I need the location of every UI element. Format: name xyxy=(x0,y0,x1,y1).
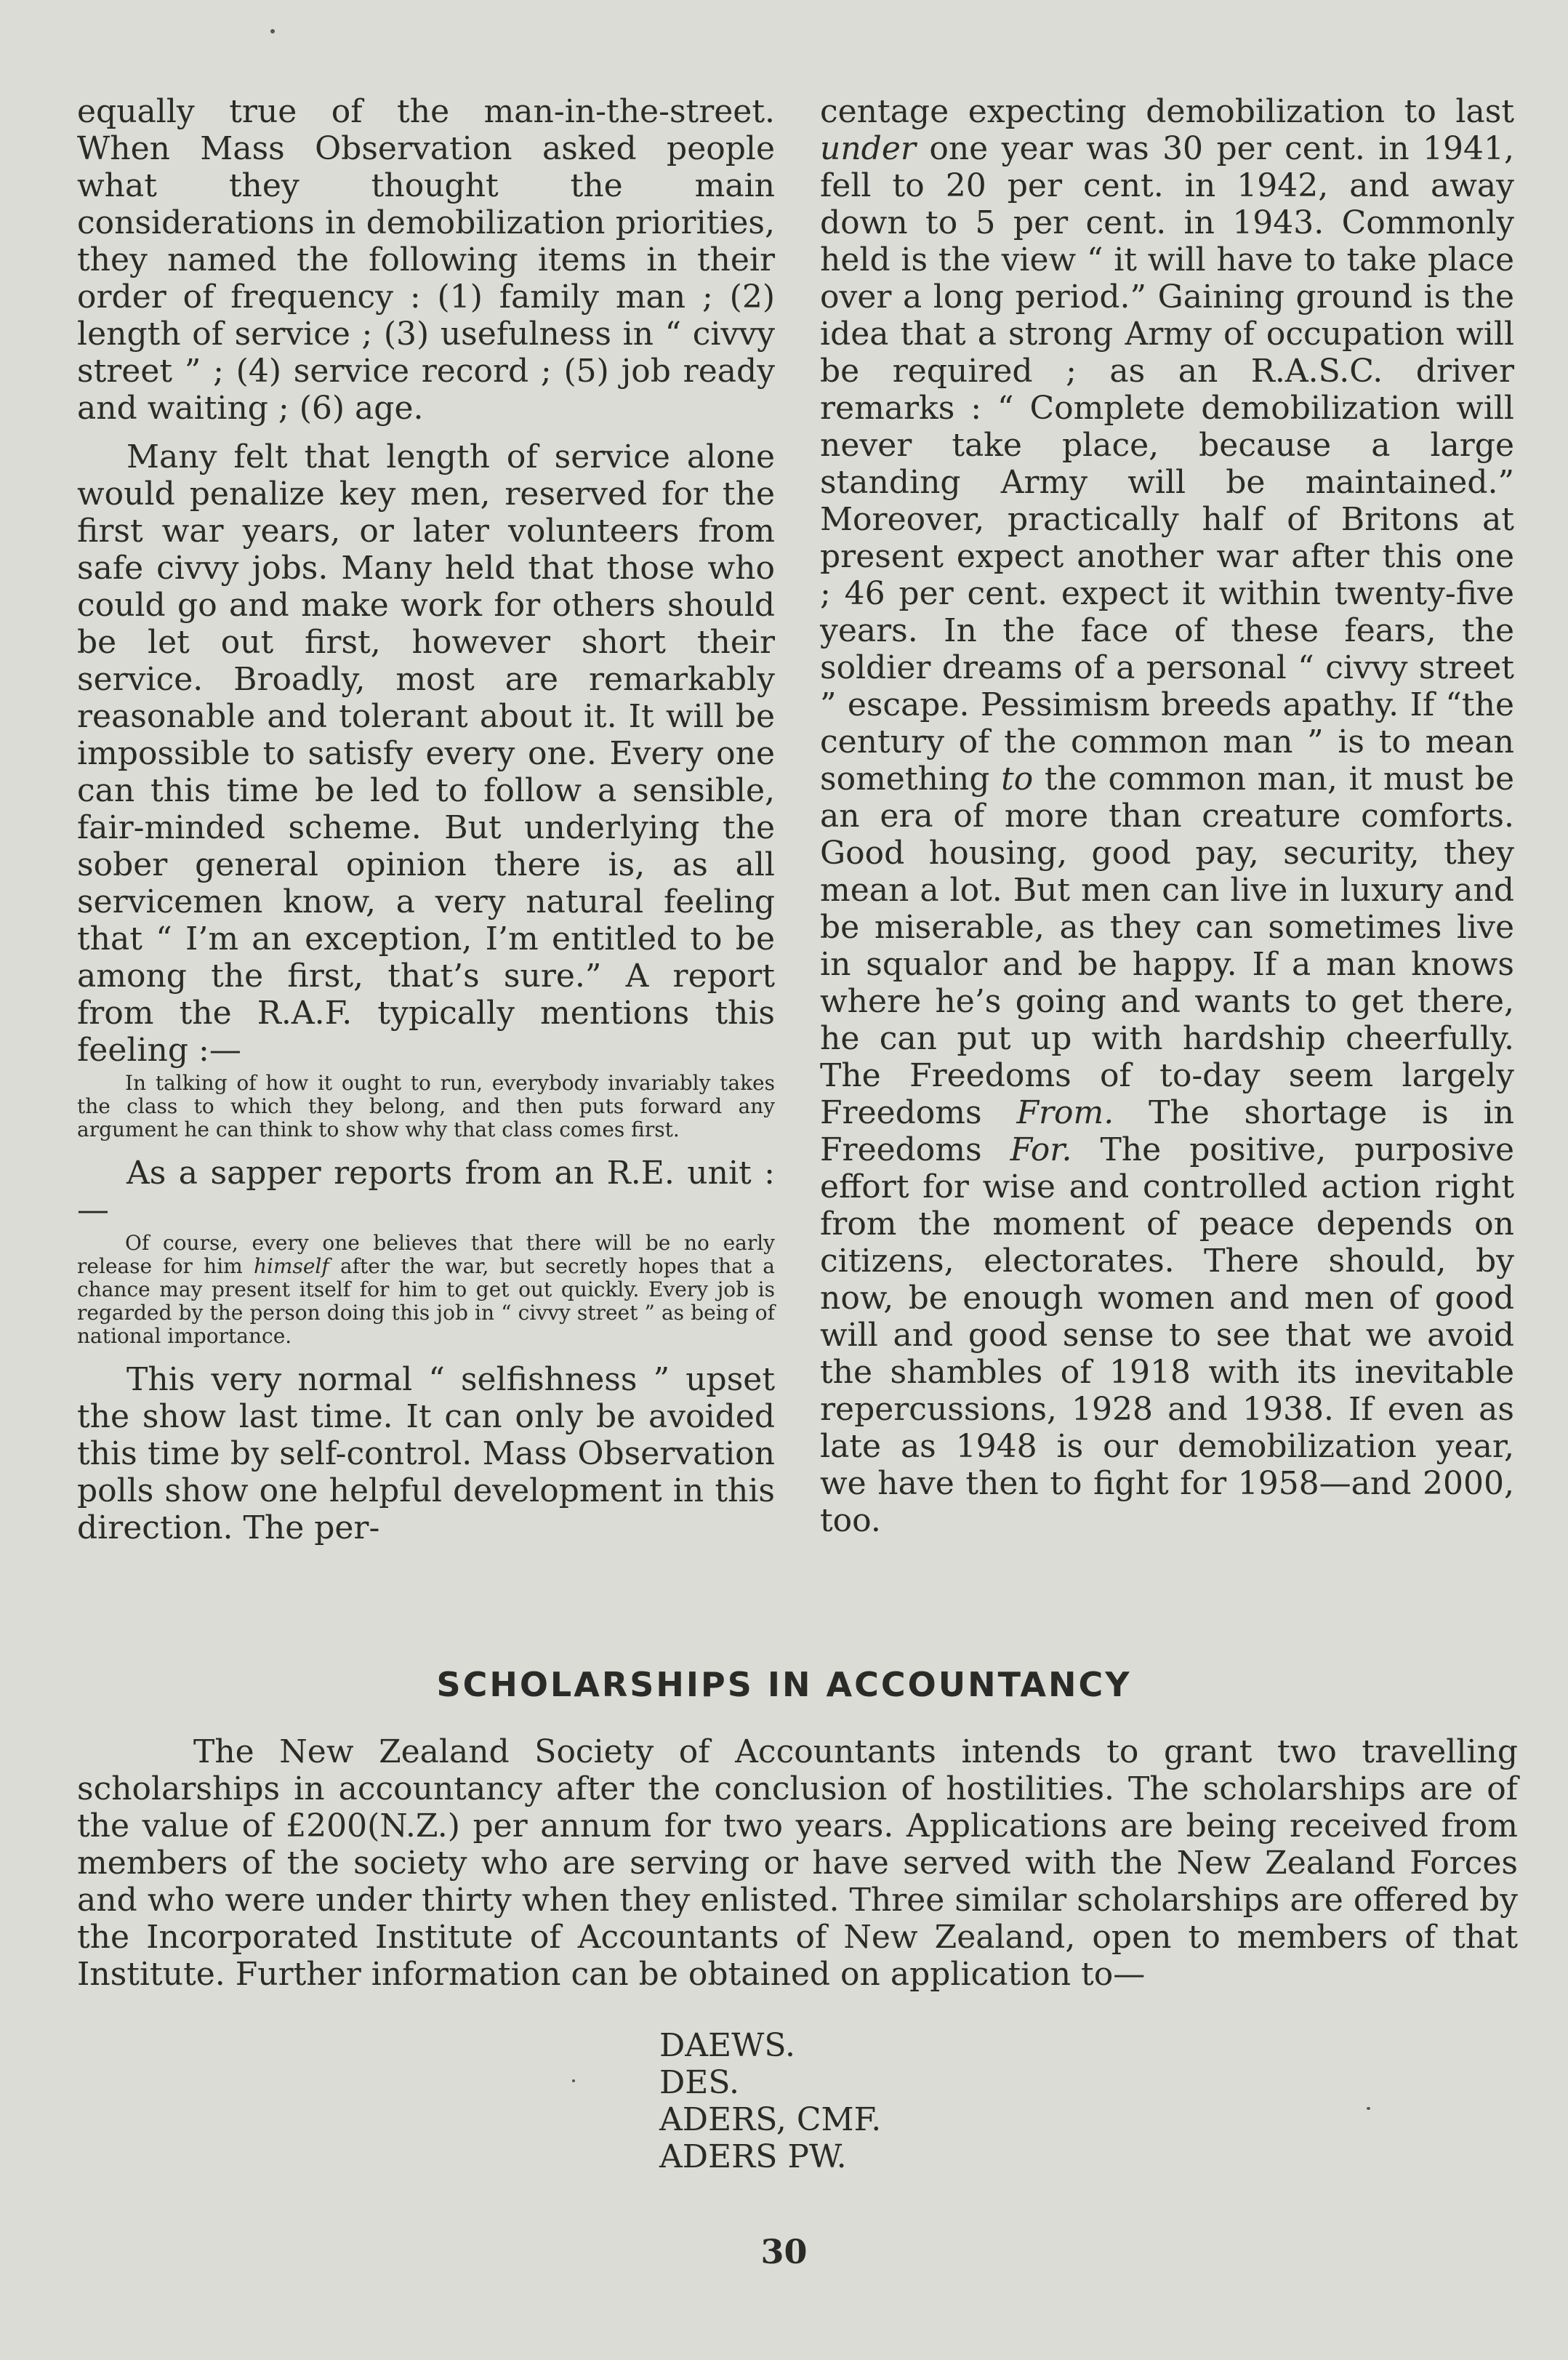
address-line: ADERS, CMF. xyxy=(659,2101,882,2138)
paper-speck xyxy=(270,29,275,33)
right-text-4: The shortage is in Freedoms xyxy=(820,1094,1515,1168)
right-text-5: The positive, purposive effort for wise and controlled action right from the moment of peace depends on citizens, electorates. There should, by now, be enough women and men of good will and good sense to see that we avoid the shambles of 1918 with its inevitable repercussions, 1928 and 1938. If even as late as 1948 is our demobilization year, we have then to fight for 1958—and 2000, too. xyxy=(820,1131,1514,1539)
paper-speck xyxy=(572,2079,575,2082)
sapper-quote xyxy=(77,1232,775,1348)
left-paragraph-1: equally true of the man-in-the-street. When Mass Observation asked people what they thought the main considerations in demobilization priorities, they named the following items in their order of frequency : (1) family man ; (2) length of service ; (3) usefulness in “ civvy street ” ; (4) service record ; (5) job ready and waiting ; (6) age. xyxy=(77,93,775,427)
section-heading: SCHOLARSHIPS IN ACCOUNTANCY xyxy=(436,1665,1132,1704)
right-emphasis-to: to xyxy=(1001,760,1034,798)
address-line: ADERS PW. xyxy=(659,2138,847,2175)
paper-speck xyxy=(1367,2107,1370,2110)
right-emphasis-from: From. xyxy=(1016,1094,1114,1131)
right-emphasis-under: under xyxy=(820,130,916,167)
address-line: DAEWS. xyxy=(659,2027,795,2064)
right-column xyxy=(820,93,1514,1539)
right-text-3: the common man, it must be an era of more than creature comforts. Good housing, good pay, security, they mean a lot. But men can live in luxury and be miserable, as they can sometimes live in squalor and be happy. If a man knows where he’s going and wants to get there, he can put up with hardship cheerfully. The Freedoms of to-day seem largely Freedoms xyxy=(820,760,1514,1131)
left-paragraph-2: Many felt that length of service alone would penalize key men, reserved for the first war years, or later volunteers from safe civvy jobs. Many held that those who could go and make work for others should be let out first, however short their service. Broadly, most are remarkably reasonable and tolerant about it. It will be impossible to satisfy every one. Every one can this time be led to follow a sensible, fair-minded scheme. But underlying the sober general opinion there is, as all servicemen know, a very natural feeling that “ I’m an exception, I’m entitled to be among the first, that’s sure.” A report from the R.A.F. typically mentions this feeling :— xyxy=(77,438,775,1069)
left-paragraph-4: This very normal “ selfishness ” upset the show last time. It can only be avoided this time by self-control. Mass Observation polls show one helpful development in this direction. The per- xyxy=(77,1361,775,1546)
sapper-quote-emphasis: himself xyxy=(253,1254,329,1278)
address-list xyxy=(659,2027,881,2175)
left-paragraph-3: As a sapper reports from an R.E. unit :— xyxy=(77,1155,775,1229)
sapper-quote-part-1: Of course, every one believes that there will be no early release for him xyxy=(77,1231,775,1278)
right-text-2: one year was 30 per cent. in 1941, fell to 20 per cent. in 1942, and away down to 5 per cent. in 1943. Commonly held is the view “ it will have to take place over a long period.” Gaining ground is the idea that a strong Army of occupation will be required ; as an R.A.S.C. driver remarks : “ Complete demobilization will never take place, because a large standing Army will be maintained.” Moreover, practically half of Britons at present expect another war after this one ; 46 per cent. expect it within twenty-five years. In the face of these fears, the soldier dreams of a personal “ civvy street ” escape. Pessimism breeds apathy. If “the century of the common man ” is to mean something xyxy=(820,130,1514,798)
page-number: 30 xyxy=(760,2232,808,2271)
right-emphasis-for: For. xyxy=(1010,1131,1072,1168)
raf-quote: In talking of how it ought to run, everybody invariably takes the class to which they belong, and then puts forward any argument he can think to show why that class comes first. xyxy=(77,1071,775,1141)
address-line: DES. xyxy=(659,2064,739,2101)
right-text-1: centage expecting demobilization to last xyxy=(820,93,1514,130)
sapper-quote-part-2: after the war, but secretly hopes that a chance may present itself for him to get out quickly. Every job is regarded by the person doing this job in “ civvy street ” as being of national importance. xyxy=(77,1254,775,1348)
left-column xyxy=(77,93,775,1546)
right-paragraph xyxy=(820,93,1514,1539)
scholarship-paragraph: The New Zealand Society of Accountants intends to grant two travelling scholarships in accountancy after the conclusion of hostilities. The scholarships are of the value of £200(N.Z.) per annum for two years. Applications are being received from members of the society who are serving or have served with the New Zealand Forces and who were under thirty when they enlisted. Three similar scholarships are offered by the Incorporated Institute of Accountants of New Zealand, open to members of that Institute. Further information can be obtained on application to— xyxy=(77,1733,1518,1993)
